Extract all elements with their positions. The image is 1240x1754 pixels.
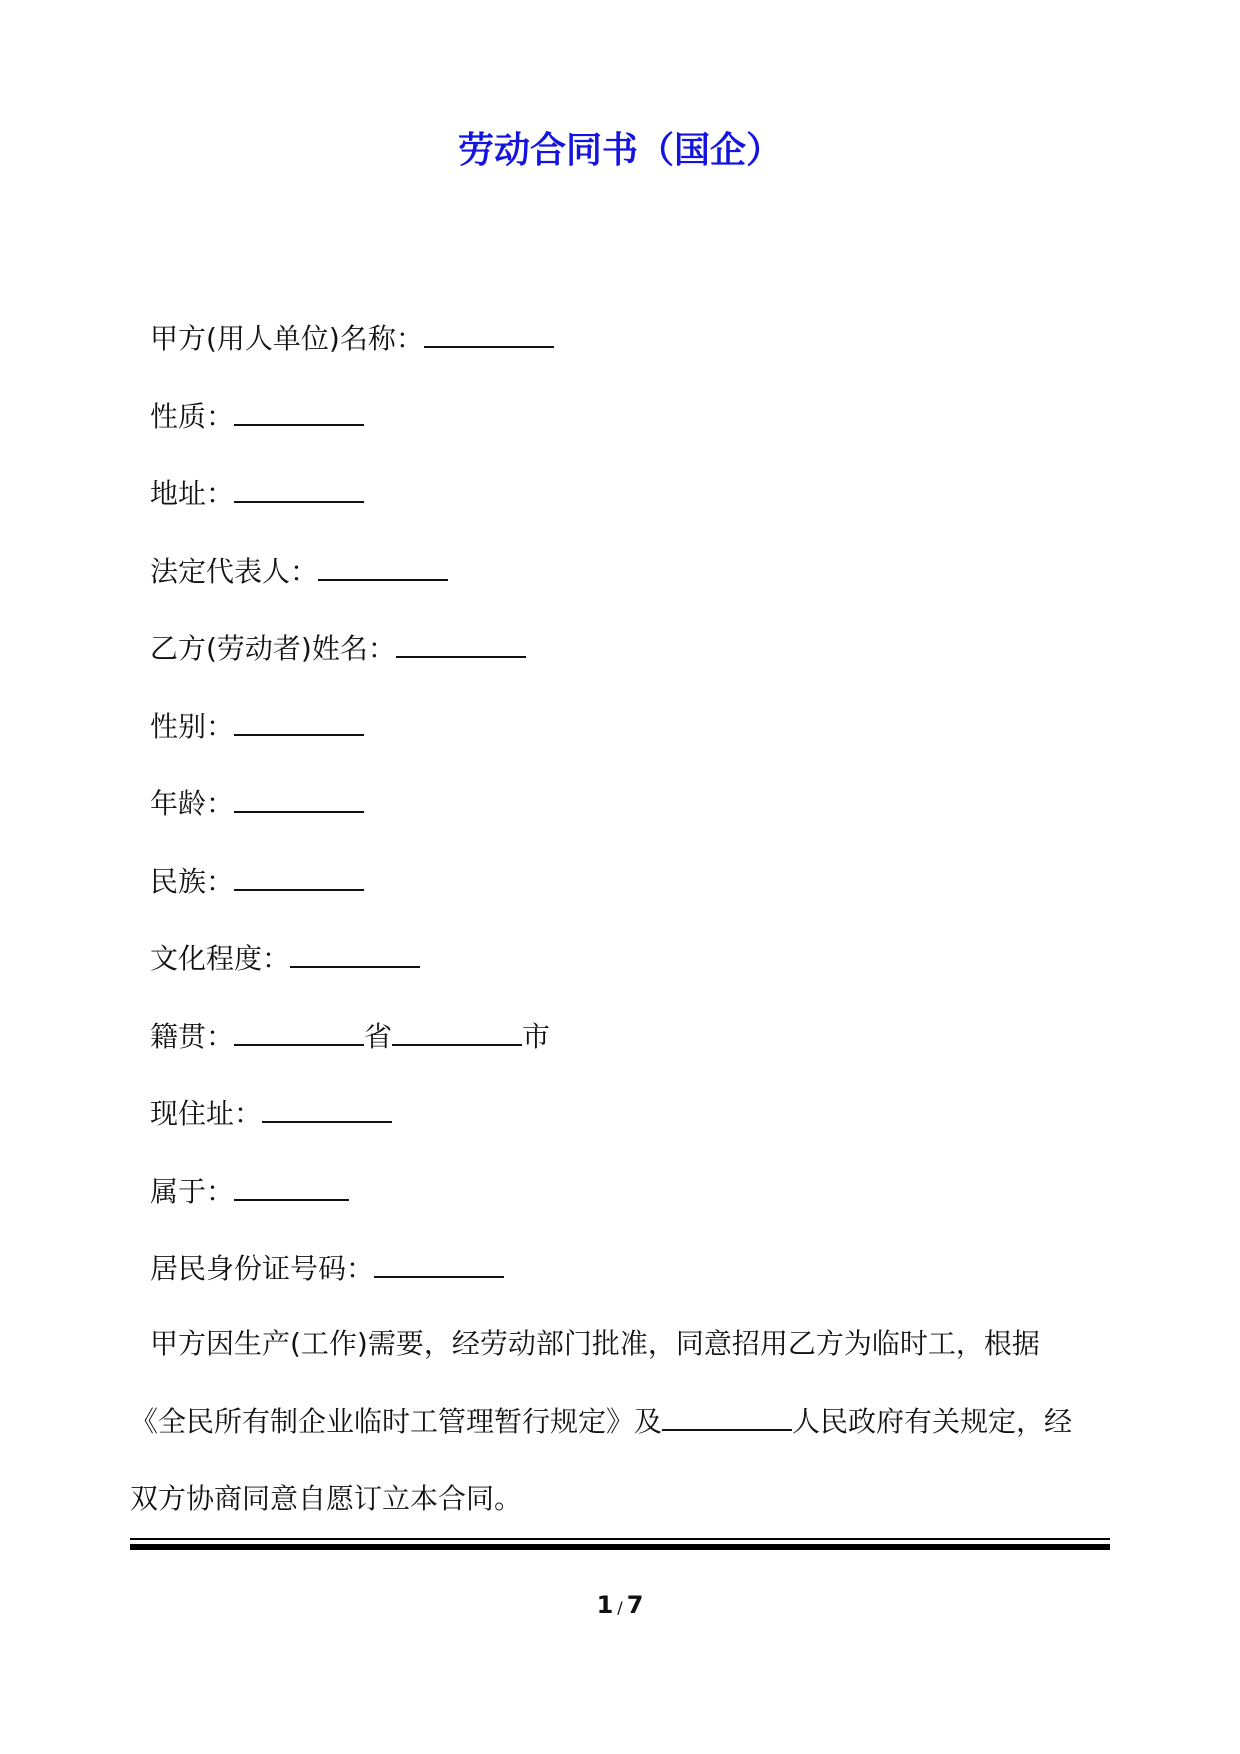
preamble-line-2 <box>130 1383 1120 1461</box>
footer-rule-thin <box>130 1538 1110 1540</box>
field-current-address <box>150 1085 1130 1163</box>
field-legal-rep <box>150 543 1130 621</box>
field-label: 性别： <box>150 709 235 743</box>
employee-name-blank[interactable] <box>396 630 526 658</box>
field-nature <box>150 388 1130 466</box>
province-blank[interactable] <box>234 1018 364 1046</box>
page-number <box>0 1587 1240 1626</box>
footer-rule-thick <box>130 1544 1110 1550</box>
field-label: 性质： <box>150 399 235 433</box>
nature-blank[interactable] <box>234 398 364 426</box>
province-suffix: 省 <box>364 1019 393 1053</box>
document-title: 劳动合同书（国企） <box>457 130 782 171</box>
field-belongs-to <box>150 1163 1130 1241</box>
page-current: 1 <box>596 1591 614 1619</box>
field-employer-name <box>150 310 1130 388</box>
contract-preamble <box>130 1305 1120 1538</box>
city-blank[interactable] <box>392 1018 522 1046</box>
field-education <box>150 930 1130 1008</box>
field-employee-name <box>150 620 1130 698</box>
field-label: 文化程度： <box>150 942 291 975</box>
preamble-line-2-start: 《全民所有制企业临时工管理暂行规定》及 <box>130 1404 663 1438</box>
preamble-line-2-end: 人民政府有关规定，经 <box>792 1404 1073 1438</box>
preamble-line-3: 双方协商同意自愿订立本合同。 <box>130 1482 523 1515</box>
field-label: 乙方(劳动者)姓名： <box>150 632 396 665</box>
id-number-blank[interactable] <box>374 1250 504 1278</box>
field-label: 籍贯： <box>150 1019 235 1053</box>
education-blank[interactable] <box>290 940 420 968</box>
government-blank[interactable] <box>662 1403 792 1431</box>
page-total: 7 <box>626 1591 644 1619</box>
field-native-place <box>150 1008 1130 1086</box>
field-age <box>150 775 1130 853</box>
field-label: 年龄： <box>150 787 235 820</box>
field-label: 居民身份证号码： <box>150 1252 375 1285</box>
city-suffix: 市 <box>522 1019 551 1053</box>
current-address-blank[interactable] <box>262 1095 392 1123</box>
field-label: 甲方(用人单位)名称： <box>150 322 424 355</box>
field-gender <box>150 698 1130 776</box>
preamble-line-1: 甲方因生产(工作)需要，经劳动部门批准，同意招用乙方为临时工，根据 <box>150 1327 1040 1360</box>
field-label: 属于： <box>150 1174 235 1208</box>
page-separator: / <box>617 1598 623 1617</box>
belongs-to-blank[interactable] <box>234 1173 349 1201</box>
address-blank[interactable] <box>234 475 364 503</box>
field-label: 法定代表人： <box>150 554 319 588</box>
employer-name-blank[interactable] <box>424 320 554 348</box>
field-ethnicity <box>150 853 1130 931</box>
field-label: 地址： <box>150 477 235 510</box>
gender-blank[interactable] <box>234 708 364 736</box>
contract-fields <box>150 310 1130 1318</box>
age-blank[interactable] <box>234 785 364 813</box>
field-address <box>150 465 1130 543</box>
field-label: 民族： <box>150 864 235 898</box>
legal-rep-blank[interactable] <box>318 553 448 581</box>
ethnicity-blank[interactable] <box>234 863 364 891</box>
field-label: 现住址： <box>150 1097 263 1130</box>
